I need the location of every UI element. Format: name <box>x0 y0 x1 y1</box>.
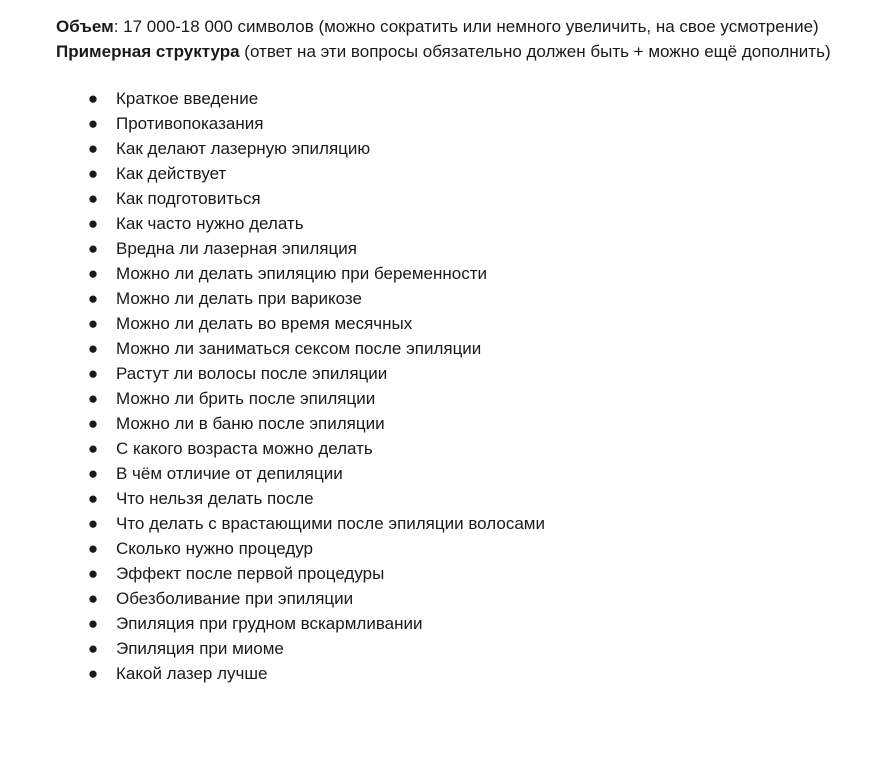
bullet-icon: ● <box>87 489 99 508</box>
list-item <box>56 286 846 311</box>
list-item <box>56 561 846 586</box>
list-item-text: Что делать с врастающими после эпиляции волосами <box>116 514 545 533</box>
list-item-text: В чём отличие от депиляции <box>116 464 343 483</box>
list-item <box>56 636 846 661</box>
list-item-text: Что нельзя делать после <box>116 489 314 508</box>
bullet-icon: ● <box>87 314 99 333</box>
list-item-text: Вредна ли лазерная эпиляция <box>116 239 357 258</box>
list-item-text: Противопоказания <box>116 114 264 133</box>
list-item <box>56 211 846 236</box>
list-item <box>56 136 846 161</box>
list-item <box>56 336 846 361</box>
list-item-text: Можно ли делать эпиляцию при беременности <box>116 264 488 283</box>
list-item <box>56 161 846 186</box>
bullet-icon: ● <box>87 439 99 458</box>
list-item-text: Обезболивание при эпиляции <box>116 589 354 608</box>
bullet-icon: ● <box>87 589 99 608</box>
bullet-icon: ● <box>87 239 99 258</box>
list-item-text: С какого возраста можно делать <box>116 439 373 458</box>
list-item-text: Можно ли в баню после эпиляции <box>116 414 385 433</box>
list-item <box>56 586 846 611</box>
document-body <box>56 14 846 686</box>
list-item-text: Какой лазер лучше <box>116 664 268 683</box>
bullet-icon: ● <box>87 364 99 383</box>
list-item <box>56 386 846 411</box>
structure-label: Примерная структура <box>56 42 240 61</box>
bullet-icon: ● <box>87 114 99 133</box>
list-item-text: Как действует <box>116 164 227 183</box>
bullet-icon: ● <box>87 414 99 433</box>
structure-text: (ответ на эти вопросы обязательно должен быть + можно ещё дополнить) <box>239 42 831 61</box>
bullet-icon: ● <box>87 539 99 558</box>
list-item-text: Можно ли заниматься сексом после эпиляции <box>116 339 482 358</box>
bullet-icon: ● <box>87 139 99 158</box>
list-item-text: Как делают лазерную эпиляцию <box>116 139 371 158</box>
bullet-icon: ● <box>87 614 99 633</box>
bullet-icon: ● <box>87 464 99 483</box>
list-item-text: Сколько нужно процедур <box>116 539 314 558</box>
list-item <box>56 461 846 486</box>
list-item-text: Эпиляция при грудном вскармливании <box>116 614 423 633</box>
list-item <box>56 261 846 286</box>
bullet-icon: ● <box>87 164 99 183</box>
list-item <box>56 536 846 561</box>
bullet-icon: ● <box>87 389 99 408</box>
list-item <box>56 361 846 386</box>
list-item <box>56 311 846 336</box>
bullet-icon: ● <box>87 664 99 683</box>
list-item-text: Можно ли делать при варикозе <box>116 289 362 308</box>
bullet-icon: ● <box>87 639 99 658</box>
list-item <box>56 186 846 211</box>
list-item <box>56 86 846 111</box>
bullet-icon: ● <box>87 514 99 533</box>
list-item-text: Можно ли брить после эпиляции <box>116 389 376 408</box>
list-item-text: Можно ли делать во время месячных <box>116 314 413 333</box>
volume-paragraph <box>56 14 846 39</box>
list-item <box>56 611 846 636</box>
list-item <box>56 486 846 511</box>
bullet-icon: ● <box>87 564 99 583</box>
bullet-icon: ● <box>87 264 99 283</box>
structure-paragraph <box>56 39 846 64</box>
bullet-icon: ● <box>87 289 99 308</box>
list-item <box>56 236 846 261</box>
list-item <box>56 511 846 536</box>
list-item-text: Как подготовиться <box>116 189 261 208</box>
bullet-icon: ● <box>87 214 99 233</box>
volume-text: : 17 000-18 000 символов (можно сократить или немного увеличить, на свое усмотрение) <box>113 17 819 36</box>
list-item-text: Краткое введение <box>116 89 259 108</box>
list-item-text: Как часто нужно делать <box>116 214 304 233</box>
list-item <box>56 111 846 136</box>
list-item-text: Эффект после первой процедуры <box>116 564 385 583</box>
bullet-icon: ● <box>87 89 99 108</box>
list-item <box>56 436 846 461</box>
structure-list <box>56 86 846 686</box>
list-item <box>56 411 846 436</box>
bullet-icon: ● <box>87 339 99 358</box>
volume-label: Объем <box>56 17 114 36</box>
list-item-text: Растут ли волосы после эпиляции <box>116 364 388 383</box>
bullet-icon: ● <box>87 189 99 208</box>
list-item-text: Эпиляция при миоме <box>116 639 284 658</box>
list-item <box>56 661 846 686</box>
